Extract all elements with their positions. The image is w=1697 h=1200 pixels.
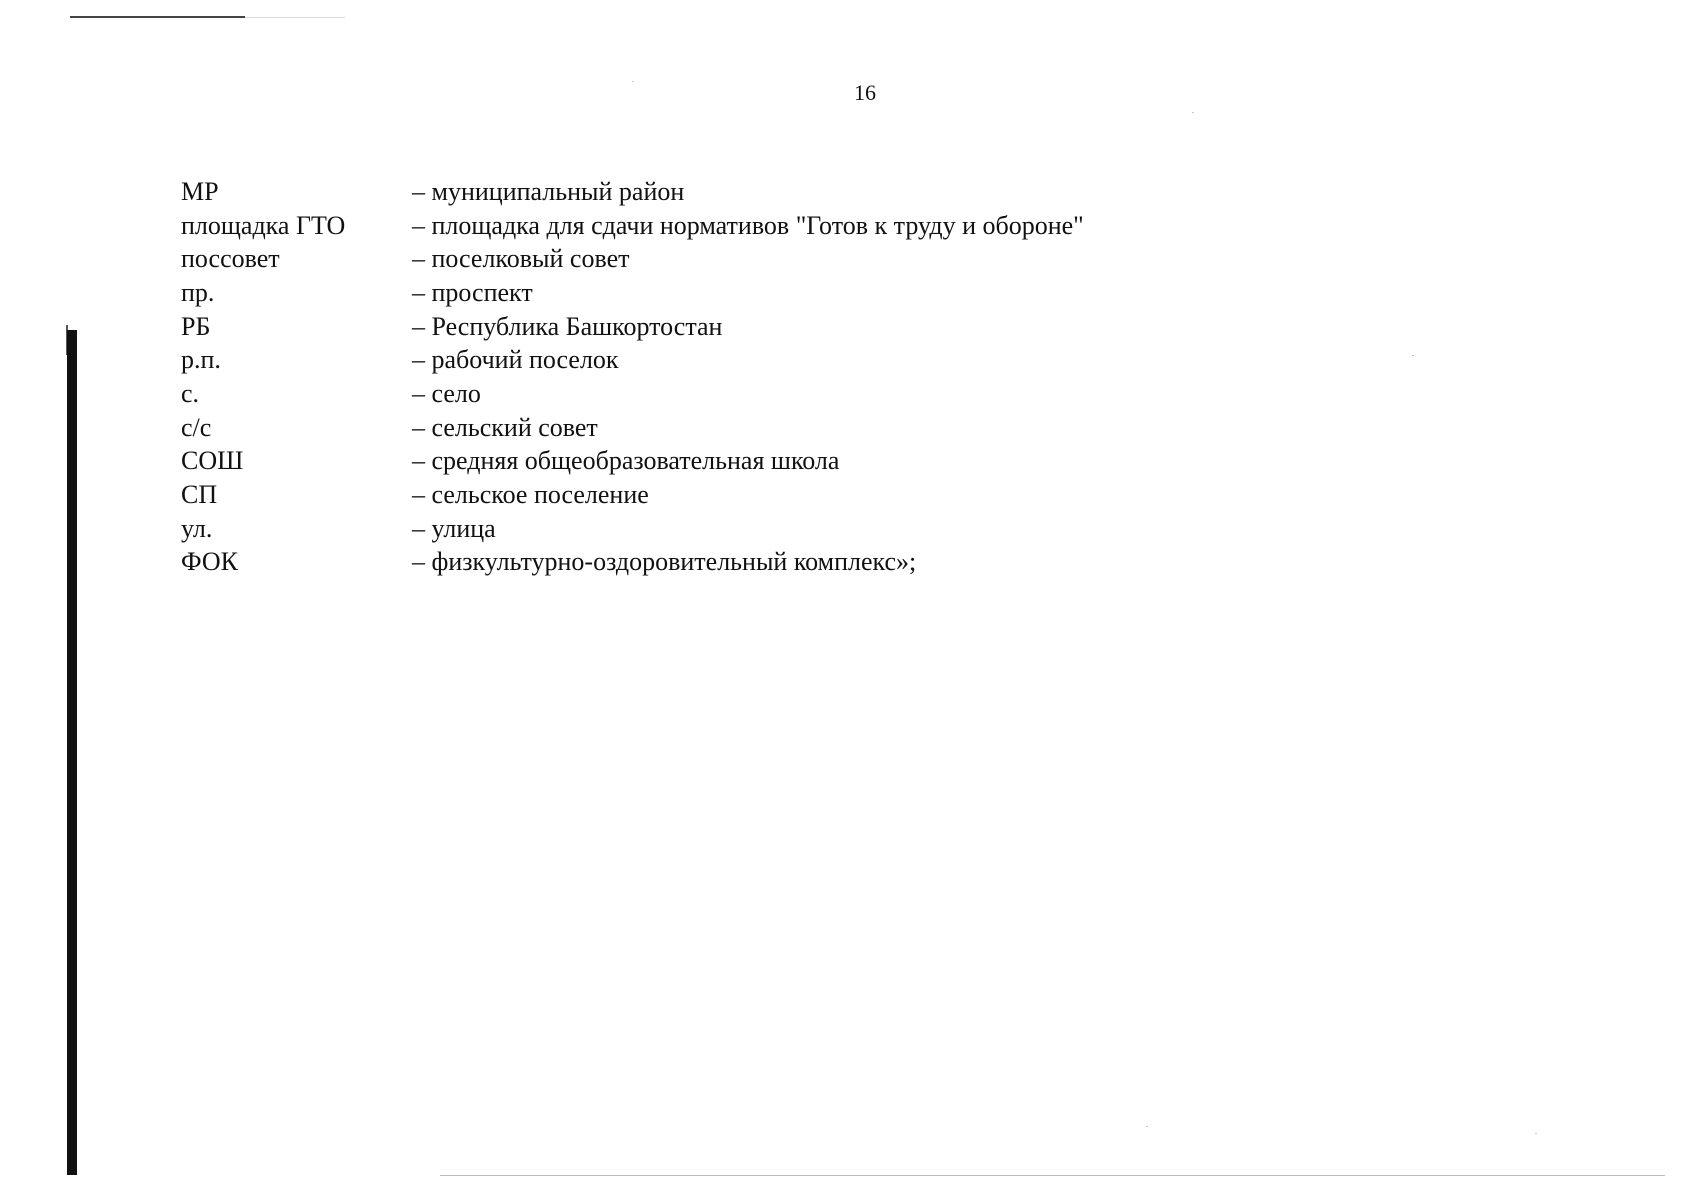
page-number: 16 [854,80,876,105]
scan-left-binding-edge [67,330,77,1175]
abbreviation-definition: – муниципальный район [412,176,685,206]
abbreviation-definition: – физкультурно-оздоровительный комплекс»; [412,547,917,577]
abbreviation-definition: – сельское поселение [412,480,649,510]
abbreviation-row [181,512,1084,546]
abbreviation-term: МР [181,176,219,206]
abbreviation-term: р.п. [181,345,221,375]
scan-bottom-rule [440,1175,1665,1176]
abbreviation-definition: – площадка для сдачи нормативов "Готов к труду и обороне" [412,210,1084,240]
abbreviation-row [181,310,1084,344]
abbreviation-list [181,175,1084,579]
abbreviation-term: пр. [181,277,215,307]
abbreviation-row [181,175,1084,209]
abbreviation-term: поссовет [181,244,280,274]
abbreviation-row [181,445,1084,479]
abbreviation-term: РБ [181,311,211,341]
abbreviation-term: с. [181,378,200,408]
abbreviation-term: СП [181,480,218,510]
scan-speck [1192,112,1194,113]
abbreviation-term: ФОК [181,547,238,577]
abbreviation-term: площадка ГТО [181,210,346,240]
abbreviation-definition: – сельский совет [412,412,598,442]
abbreviation-definition: – рабочий поселок [412,345,619,375]
abbreviation-row [181,478,1084,512]
abbreviation-definition: – село [412,378,481,408]
abbreviation-row [181,377,1084,411]
abbreviation-term: ул. [181,513,213,543]
abbreviation-term: с/с [181,412,212,442]
abbreviation-row [181,209,1084,243]
abbreviation-definition: – средняя общеобразовательная школа [412,446,840,476]
abbreviation-definition: – улица [412,513,496,543]
abbreviation-row [181,411,1084,445]
scan-speck [1146,1126,1148,1127]
abbreviation-row [181,276,1084,310]
abbreviation-definition: – Республика Башкортостан [412,311,723,341]
abbreviation-term: СОШ [181,446,244,476]
abbreviation-definition: – поселковый совет [412,244,630,274]
abbreviation-row [181,343,1084,377]
abbreviation-definition: – проспект [412,277,533,307]
abbreviation-row [181,546,1084,580]
scan-speck [1412,355,1414,356]
scan-top-rule-faint [245,17,345,18]
scan-speck [1535,1133,1537,1134]
scan-top-rule [70,16,245,18]
abbreviation-row [181,242,1084,276]
